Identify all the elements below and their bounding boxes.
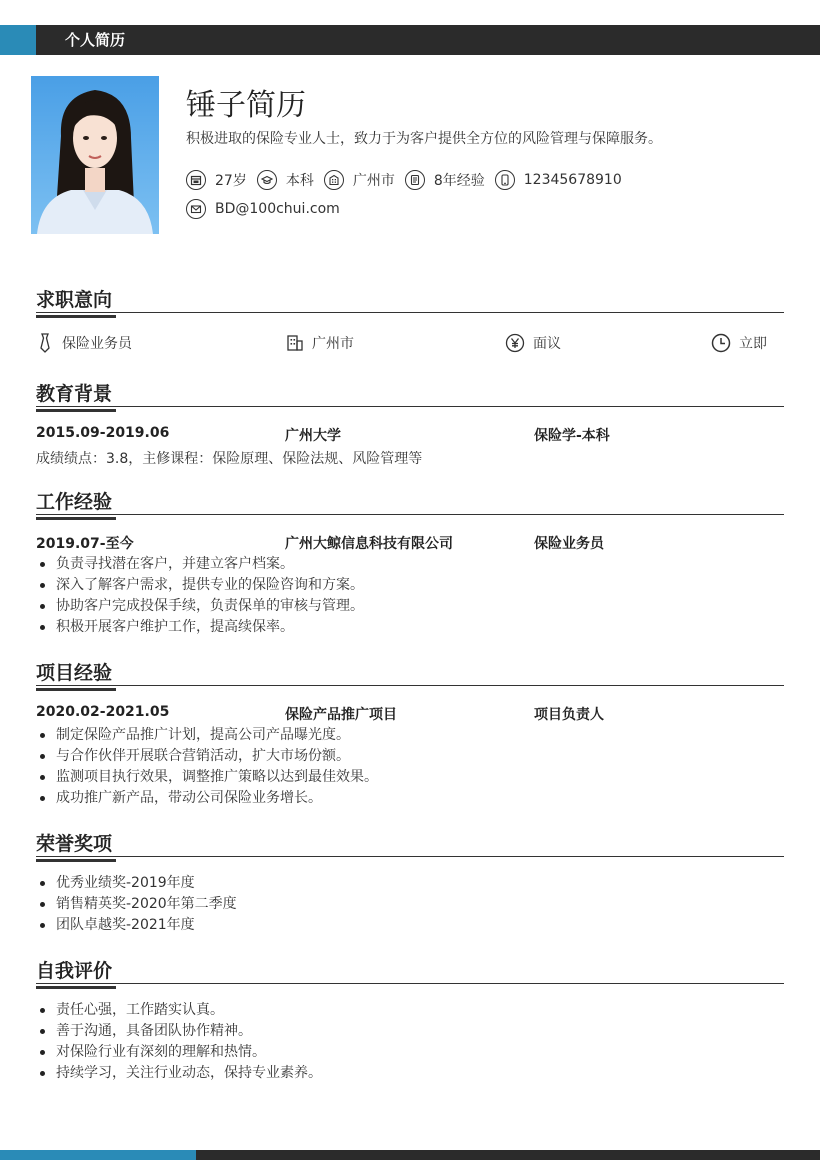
info-email [186,199,340,219]
section-underline [36,859,116,862]
work-duties [36,554,364,638]
list-item: 对保险行业有深刻的理解和热情。 [36,1042,322,1063]
section-underline [36,315,116,318]
building-icon [286,334,304,352]
project-name: 保险产品推广项目 [285,707,397,723]
list-item: 监测项目执行效果，调整推广策略以达到最佳效果。 [36,767,378,788]
info-experience-text: 8年经验 [433,173,485,189]
section-divider [36,856,784,857]
section-title-education [36,379,112,406]
self-evaluation-list [36,1000,322,1084]
section-title-intent [36,285,112,312]
section-divider [36,406,784,407]
section-title-intent-text: 求职意向 [36,289,113,311]
list-item: 责任心强，工作踏实认真。 [36,1000,322,1021]
info-experience [405,170,485,190]
building-icon [324,170,344,190]
info-degree [257,170,314,190]
education-detail: 成绩绩点：3.8，主修课程：保险原理、保险法规、风险管理等 [36,451,423,467]
graduation-cap-icon [257,170,277,190]
list-item: 善于沟通，具备团队协作精神。 [36,1021,322,1042]
section-divider [36,983,784,984]
intent-salary [505,333,561,353]
project-role: 项目负责人 [534,707,604,723]
work-role: 保险业务员 [534,536,604,552]
section-underline [36,409,116,412]
project-period: 2020.02-2021.05 [36,704,170,720]
section-title-work-text: 工作经验 [36,491,113,513]
banner-title: 个人简历 [65,31,126,49]
section-divider [36,514,784,515]
education-school: 广州大学 [285,428,341,444]
list-item: 成功推广新产品，带动公司保险业务增长。 [36,788,378,809]
list-item: 制定保险产品推广计划，提高公司产品曝光度。 [36,725,378,746]
document-icon [405,170,425,190]
section-title-self [36,956,112,983]
info-city [324,170,395,190]
clock-icon [711,333,731,353]
intent-city-text: 广州市 [312,336,354,352]
list-item: 深入了解客户需求，提供专业的保险咨询和方案。 [36,575,364,596]
intent-salary-text: 面议 [533,336,561,352]
section-title-project-text: 项目经验 [36,662,113,684]
section-title-project [36,658,112,685]
bottom-banner [0,1150,820,1160]
list-item: 与合作伙伴开展联合营销活动，扩大市场份额。 [36,746,378,767]
section-divider [36,685,784,686]
education-major: 保险学-本科 [534,428,610,444]
list-item: 协助客户完成投保手续，负责保单的审核与管理。 [36,596,364,617]
info-email-text: BD@100chui.com [215,201,340,217]
list-item: 负责寻找潜在客户，并建立客户档案。 [36,554,364,575]
honors-list [36,873,237,936]
banner-accent [0,1150,196,1160]
section-title-self-text: 自我评价 [36,960,113,982]
info-degree-text: 本科 [285,173,314,189]
list-item: 持续学习，关注行业动态，保持专业素养。 [36,1063,322,1084]
mail-icon [186,199,206,219]
info-row-secondary [186,199,350,219]
list-item: 销售精英奖-2020年第二季度 [36,894,237,915]
resume-name: 锤子简历 [186,88,306,123]
project-duties [36,725,378,809]
section-title-honors [36,829,112,856]
intent-position [36,333,132,353]
section-underline [36,517,116,520]
section-title-work [36,487,112,514]
intent-availability [711,333,767,353]
work-period: 2019.07-至今 [36,536,134,552]
tie-icon [36,333,54,353]
yen-icon [505,333,525,353]
work-company: 广州大鲸信息科技有限公司 [285,536,453,552]
intent-position-text: 保险业务员 [62,336,132,352]
calendar-icon [186,170,206,190]
phone-icon [495,170,515,190]
info-phone [495,170,622,190]
list-item: 团队卓越奖-2021年度 [36,915,237,936]
intent-availability-text: 立即 [739,336,767,352]
top-banner [0,25,820,55]
info-age [186,170,247,190]
section-divider [36,312,784,313]
section-title-education-text: 教育背景 [36,383,113,405]
info-phone-text: 12345678910 [523,172,622,188]
info-age-text: 27岁 [215,173,247,189]
profile-photo [31,76,159,234]
banner-accent [0,25,36,55]
education-period: 2015.09-2019.06 [36,425,170,441]
section-underline [36,688,116,691]
info-row-primary [186,170,632,190]
list-item: 积极开展客户维护工作，提高续保率。 [36,617,364,638]
list-item: 优秀业绩奖-2019年度 [36,873,237,894]
section-title-honors-text: 荣誉奖项 [36,833,113,855]
info-city-text: 广州市 [352,173,395,189]
intent-city [286,333,354,353]
profile-summary: 积极进取的保险专业人士，致力于为客户提供全方位的风险管理与保障服务。 [186,131,662,147]
section-underline [36,986,116,989]
